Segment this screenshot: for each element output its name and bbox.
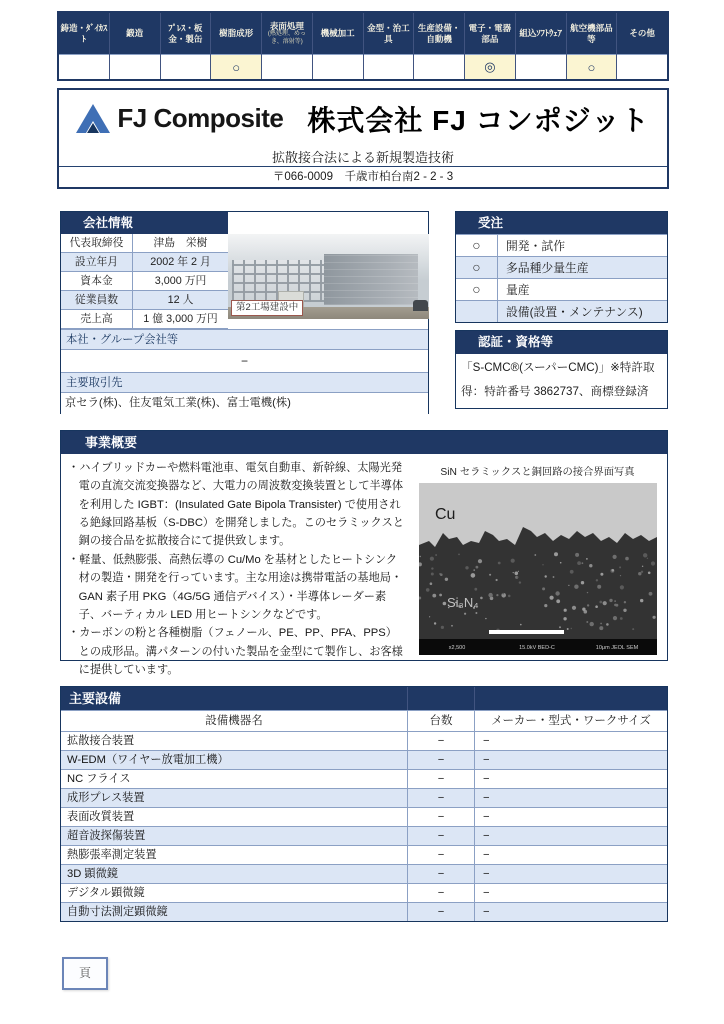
sem-speckle (488, 593, 492, 597)
sem-speckle (586, 621, 588, 623)
fj-composite-logo-icon (76, 104, 110, 133)
sem-speckle (435, 554, 437, 556)
sem-speckle (623, 601, 625, 603)
equipment-qty: − (408, 808, 475, 826)
category-header-cell (313, 13, 363, 54)
sem-speckle (518, 581, 520, 583)
equipment-row (61, 883, 667, 902)
category-label: 機械加工 (320, 28, 355, 39)
sem-speckle (496, 594, 498, 596)
category-header-cell (465, 13, 515, 54)
category-label: 航空機部品等 (570, 23, 613, 44)
equipment-row (61, 845, 667, 864)
sem-speckle (442, 602, 446, 606)
company-info-label: 設立年月 (61, 253, 133, 271)
company-info-row (61, 253, 228, 272)
equipment-table-body (61, 731, 667, 921)
sem-speckle (432, 594, 436, 598)
sem-speckle (425, 588, 429, 592)
sem-speckle (586, 592, 587, 593)
equipment-title-spacer-2 (475, 687, 667, 710)
sem-speckle (485, 618, 486, 619)
category-header-cell (110, 13, 160, 54)
sem-speckle (473, 569, 475, 571)
main-clients-header: 主要取引先 (61, 372, 428, 392)
sem-speckle (640, 571, 642, 573)
company-info-block (60, 211, 429, 414)
certification-text: 「S-CMC®(スーパーCMC)」※特許取得：特許番号 3862737、商標登録済 (461, 361, 655, 398)
equipment-maker: − (483, 792, 490, 804)
equipment-name: 熱膨張率測定装置 (61, 846, 408, 864)
equipment-maker: − (483, 868, 490, 880)
equipment-maker: − (483, 887, 490, 899)
category-header-cell (414, 13, 464, 54)
company-info-label: 資本金 (61, 272, 133, 290)
company-info-label: 売上高 (61, 310, 133, 328)
factory-photo-caption: 第2工場建設中 (231, 300, 303, 316)
sem-speckle (619, 566, 621, 568)
sem-speckle (497, 562, 500, 565)
sem-speckle (647, 572, 650, 575)
category-label: ﾌﾟﾚｽ・板金・製缶 (168, 23, 203, 44)
sem-speckle (612, 616, 616, 620)
category-label: 電子・電器部品 (468, 23, 512, 44)
equipment-maker: − (483, 830, 490, 842)
business-paragraph: ・カーボンの粉と各種樹脂（フェノール、PE、PP、PFA、PPS）との成形品。溝パターンの付いた製品を金型にて製作し、お客様に提供しています。 (68, 627, 403, 676)
category-sublabel: (熱処理、めっき、溶射等) (267, 31, 306, 45)
sem-speckle (611, 569, 614, 572)
category-header-cell (161, 13, 211, 54)
company-info-row (61, 234, 228, 253)
category-mark-cell (414, 54, 464, 79)
equipment-qty: − (408, 732, 475, 750)
category-mark-cell: ○ (567, 54, 617, 79)
category-header-cell (567, 13, 617, 54)
sem-speckle (643, 553, 647, 557)
equipment-qty: − (408, 827, 475, 845)
sem-speckle (623, 609, 626, 612)
orders-row (456, 256, 667, 278)
category-header-cell (617, 13, 667, 54)
category-column (109, 13, 160, 79)
category-mark-cell: ○ (211, 54, 261, 79)
business-overview-title: 事業概要 (61, 431, 667, 454)
equipment-row (61, 807, 667, 826)
category-mark-cell (262, 54, 312, 79)
sem-speckle (475, 566, 478, 569)
equipment-qty: − (408, 865, 475, 883)
category-header-cell (262, 13, 312, 54)
sem-speckle (495, 579, 497, 581)
category-column (59, 13, 109, 79)
hq-group-header: 本社・グループ会社等 (61, 329, 428, 349)
sem-speckle (648, 592, 652, 596)
equipment-row (61, 826, 667, 845)
page-number-box: 頁 (62, 957, 108, 990)
category-mark-cell (161, 54, 211, 79)
sem-speckle (429, 616, 430, 617)
sem-speckle (544, 604, 547, 607)
sem-speckle (559, 626, 561, 628)
sem-speckle (429, 557, 433, 561)
equipment-name: 3D 顕微鏡 (61, 865, 408, 883)
sem-speckle (619, 575, 620, 576)
sem-speckle (534, 554, 536, 556)
category-header-cell (364, 13, 414, 54)
sem-speckle (542, 564, 543, 565)
sem-speckle (566, 628, 568, 630)
category-column (515, 13, 566, 79)
sem-speckle (520, 624, 522, 626)
sem-speckle (556, 599, 560, 603)
equipment-qty: − (408, 846, 475, 864)
sem-speckle (480, 597, 483, 600)
equipment-maker: − (483, 735, 490, 747)
equipment-maker: − (483, 754, 490, 766)
main-clients-value: 京セラ(株)、住友電気工業(株)、富士電機(株) (61, 392, 428, 414)
company-logo-lockup (76, 103, 283, 134)
category-header-cell (211, 13, 261, 54)
category-mark-cell (617, 54, 667, 79)
sem-speckle (641, 566, 642, 567)
company-info-row (61, 291, 228, 310)
equipment-qty: − (408, 770, 475, 788)
category-header-cell (59, 13, 109, 54)
company-tagline: 拡散接合法による新規製造技術 (271, 150, 454, 165)
sem-speckle (514, 572, 518, 576)
sem-speckle (619, 617, 622, 620)
company-info-label: 代表取締役 (61, 234, 133, 252)
equipment-qty: − (408, 903, 475, 921)
category-column (210, 13, 261, 79)
company-info-value: 津島 栄樹 (153, 237, 208, 249)
category-label: 鍛造 (126, 28, 144, 39)
sem-bar-magnification: x2,500 (448, 645, 465, 651)
sem-speckle (507, 595, 510, 598)
category-mark-cell: ◎ (465, 54, 515, 79)
sem-speckle (581, 562, 583, 564)
category-label: 表面処理 (269, 20, 304, 31)
equipment-name: 拡散接合装置 (61, 732, 408, 750)
sem-speckle (586, 558, 588, 560)
orders-label: 設備(設置・メンテナンス) (506, 305, 643, 319)
sem-speckle (575, 553, 579, 557)
orders-table (456, 234, 667, 322)
sem-speckle (549, 596, 553, 600)
sem-speckle (589, 622, 593, 626)
sem-speckle (559, 562, 561, 564)
sem-speckle (568, 585, 569, 586)
sem-speckle (614, 600, 615, 601)
sem-scale-bar (489, 630, 564, 634)
sem-speckle (554, 552, 558, 556)
equipment-name: NC フライス (61, 770, 408, 788)
category-column (363, 13, 414, 79)
equipment-maker: − (483, 811, 490, 823)
orders-mark (456, 301, 498, 322)
sem-speckle (619, 585, 623, 589)
equipment-name: 表面改質装置 (61, 808, 408, 826)
company-info-row (61, 310, 228, 329)
sem-speckle (577, 561, 581, 565)
orders-mark: ○ (456, 257, 498, 278)
sem-speckle (570, 628, 571, 629)
company-info-title: 会社情報 (61, 212, 228, 234)
sem-speckle (606, 623, 609, 626)
category-mark-cell (110, 54, 160, 79)
category-mark-cell (516, 54, 566, 79)
category-header-cell (516, 13, 566, 54)
equipment-qty: − (408, 884, 475, 902)
sem-photo-column (408, 454, 667, 662)
sem-speckle (589, 564, 592, 567)
business-overview-text (61, 454, 408, 676)
sem-micrograph-image (419, 483, 657, 655)
equipment-qty: − (408, 751, 475, 769)
certification-title: 認証・資格等 (456, 331, 667, 354)
sem-speckle (516, 576, 517, 577)
sem-speckle (599, 626, 603, 630)
sem-speckle (595, 579, 597, 581)
company-info-table (61, 234, 228, 329)
equipment-maker: − (483, 906, 490, 918)
sem-speckle (571, 606, 575, 610)
sem-speckle (569, 570, 573, 574)
category-label: 鋳造・ﾀﾞｲｶｽﾄ (60, 23, 108, 44)
equipment-column-headers (61, 710, 667, 731)
sem-speckle (552, 576, 554, 578)
category-column (566, 13, 617, 79)
equipment-name: デジタル顕微鏡 (61, 884, 408, 902)
hq-group-value: − (61, 349, 428, 372)
sem-speckle (582, 608, 585, 611)
company-info-value: 1 億 3,000 万円 (143, 313, 218, 325)
factory-photo (228, 234, 429, 319)
sem-speckle (595, 605, 598, 608)
equipment-name: 超音波探傷装置 (61, 827, 408, 845)
factory-photo-building (324, 254, 418, 305)
company-name: 株式会社 FJ コンポジット (307, 104, 650, 136)
sem-speckle (597, 585, 601, 589)
company-address: 〒066-0009 千歳市柏台南2 - 2 - 3 (59, 166, 667, 187)
brand-text: FJ Composite (117, 103, 284, 133)
equipment-name: 成形プレス装置 (61, 789, 408, 807)
business-overview-block (60, 430, 668, 676)
sem-speckle (502, 593, 504, 595)
equipment-col-maker: メーカー・型式・ワークサイズ (491, 715, 651, 727)
category-label: 生産設備・自動機 (417, 23, 461, 44)
category-label: その他 (629, 28, 655, 39)
business-overview-body (61, 454, 667, 676)
category-column (616, 13, 667, 79)
sem-speckle (599, 601, 602, 604)
equipment-name: W-EDM（ワイヤー放電加工機） (61, 751, 408, 769)
certification-block (455, 330, 668, 409)
sem-photo-caption: SiN セラミックスと銅回路の接合界面写真 (440, 467, 635, 478)
sem-speckle (477, 559, 481, 563)
sem-speckle (646, 558, 647, 559)
orders-mark: ○ (456, 235, 498, 256)
factory-photo-car (413, 300, 427, 311)
sem-speckle (451, 625, 453, 627)
sem-speckle (512, 572, 513, 573)
sem-speckle (650, 561, 654, 565)
title-header-box (57, 88, 669, 189)
equipment-row (61, 750, 667, 769)
category-column (160, 13, 211, 79)
orders-label: 開発・試作 (506, 239, 565, 253)
sem-speckle (458, 554, 460, 556)
category-mark-cell (313, 54, 363, 79)
sem-speckle (430, 573, 433, 576)
sem-speckle (475, 612, 477, 614)
sem-speckle (464, 613, 466, 615)
capability-matrix-table (57, 11, 669, 81)
sem-speckle (510, 559, 514, 563)
equipment-block (60, 686, 668, 922)
company-info-value: 2002 年 2 月 (150, 256, 211, 268)
sem-speckle (563, 617, 566, 620)
category-mark-cell (59, 54, 109, 79)
sem-si3n4-region (419, 527, 657, 655)
sem-speckle (600, 573, 603, 576)
equipment-col-qty: 台数 (408, 711, 475, 731)
sem-speckle (580, 581, 583, 584)
sem-speckle (444, 578, 447, 581)
sem-speckle (638, 572, 641, 575)
category-label: 組込ｿﾌﾄｳｪｱ (519, 28, 562, 39)
equipment-name: 自動寸法測定顕微鏡 (61, 903, 408, 921)
equipment-row (61, 864, 667, 883)
sem-speckle (555, 591, 559, 595)
sem-speckle (632, 628, 634, 630)
sem-speckle (439, 594, 442, 597)
sem-speckle (517, 571, 518, 572)
category-column (413, 13, 464, 79)
company-info-row (61, 272, 228, 291)
sem-speckle (419, 556, 420, 557)
sem-speckle (612, 555, 616, 559)
sem-speckle (574, 585, 578, 589)
sem-speckle (640, 599, 643, 602)
category-column (312, 13, 363, 79)
sem-speckle (542, 587, 545, 590)
sem-speckle (474, 588, 477, 591)
category-column (261, 13, 312, 79)
sem-label-si3n4: Si₃N₄ (446, 595, 479, 610)
business-paragraph: ・ハイブリッドカーや燃料電池車、電気自動車、新幹線、太陽光発電の直流交流変換器など、大電力の周波数変換装置として半導体を利用した IGBT：(Insulated Gate Bipola Transister) で使用される絶縁回路基板（S-DBC）を開発しました。このセラミックスと銅の接合品を拡散接合にて提供致します。 (68, 462, 404, 548)
sem-speckle (652, 616, 655, 619)
sem-speckle (465, 566, 468, 569)
orders-title: 受注 (456, 212, 667, 234)
equipment-row (61, 902, 667, 921)
company-info-value: 12 人 (167, 294, 194, 306)
category-label: 樹脂成形 (219, 28, 254, 39)
sem-speckle (600, 623, 602, 625)
sem-speckle (429, 582, 432, 585)
company-info-label: 従業員数 (61, 291, 133, 309)
title-header-main (59, 90, 667, 147)
company-info-value: 3,000 万円 (154, 275, 207, 287)
equipment-row (61, 731, 667, 750)
sem-speckle (544, 575, 546, 577)
orders-mark: ○ (456, 279, 498, 300)
orders-label: 量産 (506, 283, 530, 297)
sem-speckle (625, 557, 629, 561)
category-mark-cell (364, 54, 414, 79)
sem-speckle (440, 626, 443, 629)
equipment-row (61, 788, 667, 807)
equipment-title-row (61, 687, 667, 710)
equipment-qty: − (408, 789, 475, 807)
equipment-col-name: 設備機器名 (61, 711, 408, 731)
sem-speckle (586, 604, 588, 606)
orders-label: 多品種少量生産 (506, 261, 589, 275)
sem-speckle (440, 573, 443, 576)
sem-speckle (470, 573, 475, 578)
sem-speckle (614, 604, 617, 607)
sem-bar-voltage: 15.0kV BED-C (518, 645, 555, 651)
orders-row (456, 234, 667, 256)
sem-photo (419, 483, 657, 660)
sem-speckle (489, 574, 491, 576)
category-label: 金型・治工具 (367, 23, 410, 44)
category-column (464, 13, 515, 79)
sem-speckle (431, 567, 433, 569)
sem-speckle (563, 609, 566, 612)
orders-block (455, 211, 668, 323)
orders-row (456, 300, 667, 322)
sem-speckle (609, 599, 612, 602)
sem-label-cu: Cu (434, 506, 455, 523)
sem-speckle (433, 622, 435, 624)
equipment-maker: − (483, 773, 490, 785)
orders-row (456, 278, 667, 300)
equipment-maker: − (483, 849, 490, 861)
equipment-title-spacer-1 (408, 687, 475, 710)
business-paragraph: ・軽量、低熱膨張、高熱伝導の Cu/Mo を基材としたヒートシンク材の製造・開発を行っています。主な用途は携帯電話の基地局・GAN 素子用 PKG（4G/5G 通信デバイス）・半導体レーダー素子、バーティカル LED 用ヒートシンクなどです。 (68, 553, 403, 621)
equipment-row (61, 769, 667, 788)
sem-bar-scale-text: 10μm JEOL SEM (595, 645, 638, 651)
sem-speckle (602, 601, 606, 605)
equipment-title: 主要設備 (61, 687, 408, 710)
